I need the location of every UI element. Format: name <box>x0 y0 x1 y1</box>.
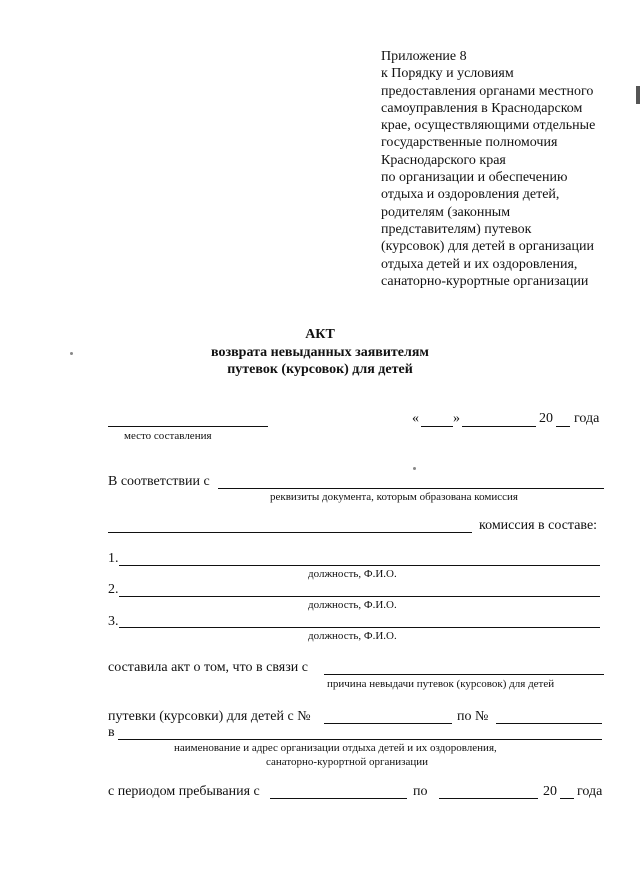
period-year-suffix: года <box>577 784 603 799</box>
commission-label: комиссия в составе: <box>479 518 598 533</box>
member-caption: должность, Ф.И.О. <box>308 568 397 580</box>
organization-caption: наименование и адрес организации отдыха детей и их оздоровления, <box>174 742 497 754</box>
annex-line: предоставления органами местного <box>381 83 594 99</box>
annex-block <box>381 48 631 290</box>
annex-line: Приложение 8 <box>381 49 467 64</box>
member-3-field[interactable] <box>119 627 600 628</box>
annex-line: родителям (законным <box>381 204 511 220</box>
basis-caption: реквизиты документа, которым образована комиссия <box>270 491 518 503</box>
scan-speck <box>413 467 416 470</box>
scan-edge-mark <box>636 86 640 104</box>
annex-line: санаторно-курортные организации <box>381 273 589 289</box>
voucher-to-field[interactable] <box>496 723 602 724</box>
month-field[interactable] <box>462 426 536 427</box>
annex-line: представителям) путевок <box>381 221 532 237</box>
period-year-field[interactable] <box>560 798 574 799</box>
period-to-field[interactable] <box>439 798 538 799</box>
annex-line: отдыха и оздоровления детей, <box>381 187 560 203</box>
date-open-quote: « <box>412 411 419 426</box>
place-caption: место составления <box>124 430 212 442</box>
commission-field[interactable] <box>108 532 472 533</box>
member-caption: должность, Ф.И.О. <box>308 630 397 642</box>
member-number: 3. <box>108 614 119 629</box>
period-from-field[interactable] <box>270 798 407 799</box>
document-subtitle-2: путевок (курсовок) для детей <box>227 362 413 377</box>
member-2-field[interactable] <box>119 596 600 597</box>
day-field[interactable] <box>421 426 453 427</box>
reason-label: составила акт о том, что в связи с <box>108 660 308 675</box>
place-field[interactable] <box>108 426 268 427</box>
period-year-prefix: 20 <box>543 784 557 799</box>
date-close-quote: » <box>453 411 460 426</box>
annex-line: (курсовок) для детей в организации <box>381 239 594 255</box>
organization-caption-2: санаторно-курортной организации <box>266 756 429 768</box>
document-subtitle: возврата невыданных заявителям <box>211 345 429 360</box>
document-title: АКТ <box>305 327 335 342</box>
basis-label: В соответствии с <box>108 474 210 489</box>
annex-line: крае, осуществляющими отдельные <box>381 118 596 134</box>
annex-line: по организации и обеспечению <box>381 170 568 186</box>
organization-label: в <box>108 725 115 740</box>
member-number: 2. <box>108 582 119 597</box>
basis-field[interactable] <box>218 488 604 489</box>
annex-line: отдыха детей и их оздоровления, <box>381 256 578 272</box>
member-1-field[interactable] <box>119 565 600 566</box>
annex-line: самоуправления в Краснодарском <box>381 100 583 116</box>
year-suffix: года <box>574 411 600 426</box>
annex-line: к Порядку и условиям <box>381 66 514 82</box>
year-field[interactable] <box>556 426 570 427</box>
year-prefix: 20 <box>539 411 553 426</box>
annex-line: государственные полномочия <box>381 135 558 151</box>
voucher-from-field[interactable] <box>324 723 452 724</box>
voucher-to-label: по № <box>457 709 489 724</box>
member-number: 1. <box>108 551 119 566</box>
annex-line: Краснодарского края <box>381 152 506 168</box>
period-label: с периодом пребывания с <box>108 784 260 799</box>
organization-field[interactable] <box>118 739 602 740</box>
reason-field[interactable] <box>324 674 604 675</box>
vouchers-label: путевки (курсовки) для детей с № <box>108 709 311 724</box>
period-to-label: по <box>413 784 428 799</box>
member-caption: должность, Ф.И.О. <box>308 599 397 611</box>
reason-caption: причина невыдачи путевок (курсовок) для детей <box>327 678 555 690</box>
